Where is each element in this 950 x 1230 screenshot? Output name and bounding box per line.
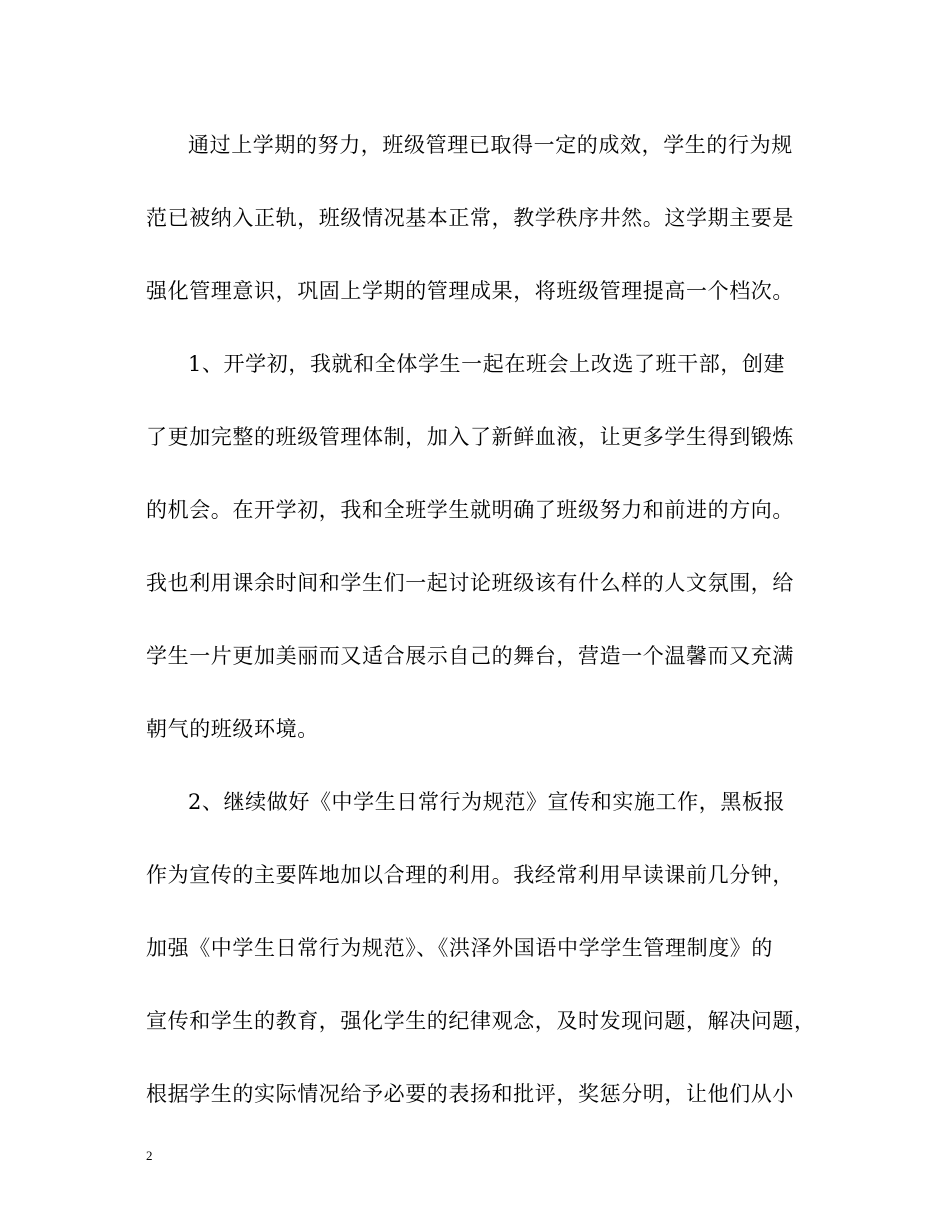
- paragraph-line: 1、开学初，我就和全体学生一起在班会上改选了班干部，创建: [188, 352, 786, 376]
- paragraph-line: 范已被纳入正轨，班级情况基本正常，教学秩序井然。这学期主要是: [146, 206, 794, 230]
- paragraph-line: 的机会。在开学初，我和全班学生就明确了班级努力和前进的方向。: [146, 498, 794, 522]
- paragraph-line: 加强《中学生日常行为规范》、《洪泽外国语中学学生管理制度》的: [146, 936, 773, 960]
- paragraph-line: 根据学生的实际情况给予必要的表扬和批评，奖惩分明，让他们从小: [146, 1082, 794, 1106]
- page-number: 2: [146, 1148, 153, 1163]
- paragraph-line: 通过上学期的努力，班级管理已取得一定的成效，学生的行为规: [188, 133, 793, 157]
- paragraph-line: 2、继续做好《中学生日常行为规范》宣传和实施工作，黑板报: [188, 790, 786, 814]
- paragraph-line: 我也利用课余时间和学生们一起讨论班级该有什么样的人文氛围，给: [146, 571, 794, 595]
- paragraph-line: 学生一片更加美丽而又适合展示自己的舞台，营造一个温馨而又充满: [146, 644, 794, 668]
- paragraph-line: 作为宣传的主要阵地加以合理的利用。我经常利用早读课前几分钟，: [146, 863, 794, 887]
- paragraph-line: 强化管理意识，巩固上学期的管理成果，将班级管理提高一个档次。: [146, 279, 794, 303]
- paragraph-line: 朝气的班级环境。: [146, 717, 319, 741]
- paragraph-line: 了更加完整的班级管理体制，加入了新鲜血液，让更多学生得到锻炼: [146, 425, 794, 449]
- paragraph-line: 宣传和学生的教育，强化学生的纪律观念，及时发现问题，解决问题，: [146, 1009, 816, 1033]
